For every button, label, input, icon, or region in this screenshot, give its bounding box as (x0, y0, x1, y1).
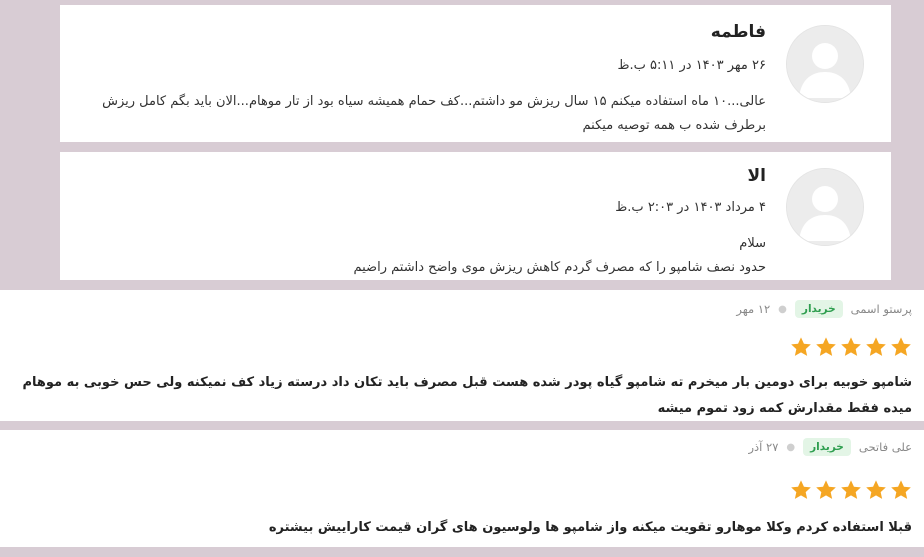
review-author: فاطمه (710, 22, 766, 42)
review-date: ۱۲ مهر (736, 302, 771, 316)
review-text-line: حدود نصف شامپو را که مصرف گردم کاهش ریزش موی واضح داشتم راضیم (353, 260, 766, 275)
review-card (0, 430, 924, 547)
star-icon (815, 336, 837, 358)
star-icon (865, 336, 887, 358)
review-text: شامپو خوبیه برای دومین بار میخرم ته شامپو گیاه پودر شده هست قبل مصرف باید تکان داد درسته زیاد کف نمیکنه ولی حس خوبی به موهام میده فقط مقدارش کمه زود تموم میشه (22, 375, 912, 416)
avatar-placeholder-icon (786, 168, 864, 246)
review-text: عالی...۱۰ ماه استفاده میکنم ۱۵ سال ریزش مو داشتم...کف حمام همیشه سیاه بود از تار موهام...الان باید بگم کامل ریزش برطرف شده ب همه توصیه میکنم (102, 94, 766, 133)
buyer-badge: خریدار (795, 300, 843, 318)
star-icon (865, 479, 887, 501)
review-date: ۲۷ آذر (748, 440, 779, 454)
star-icon (840, 479, 862, 501)
review-author: الا (747, 166, 766, 186)
star-rating (790, 479, 912, 501)
review-card (0, 290, 924, 421)
star-icon (890, 479, 912, 501)
buyer-badge: خریدار (803, 438, 851, 456)
review-text (76, 232, 766, 280)
star-icon (840, 336, 862, 358)
review-date: ۴ مرداد ۱۴۰۳ در ۲:۰۳ ب.ظ (615, 200, 766, 215)
star-rating (790, 336, 912, 358)
avatar-placeholder-icon (786, 25, 864, 103)
review-text: قبلا استفاده کردم وکلا موهارو تقویت میکنه واز شامپو ها ولوسیون های گران قیمت کاراییش بیشتره (268, 520, 912, 535)
star-icon (790, 336, 812, 358)
star-icon (815, 479, 837, 501)
separator-dot: ● (786, 441, 796, 453)
review-author: علی فاتحی (858, 440, 912, 454)
review-date: ۲۶ مهر ۱۴۰۳ در ۵:۱۱ ب.ظ (617, 58, 766, 73)
review-card (60, 5, 891, 142)
star-icon (790, 479, 812, 501)
review-author: پرستو اسمی (850, 302, 912, 316)
review-text-line: سلام (739, 236, 766, 251)
review-meta (736, 300, 912, 318)
review-card (60, 152, 891, 280)
separator-dot: ● (778, 303, 787, 315)
review-meta (748, 438, 912, 456)
star-icon (890, 336, 912, 358)
